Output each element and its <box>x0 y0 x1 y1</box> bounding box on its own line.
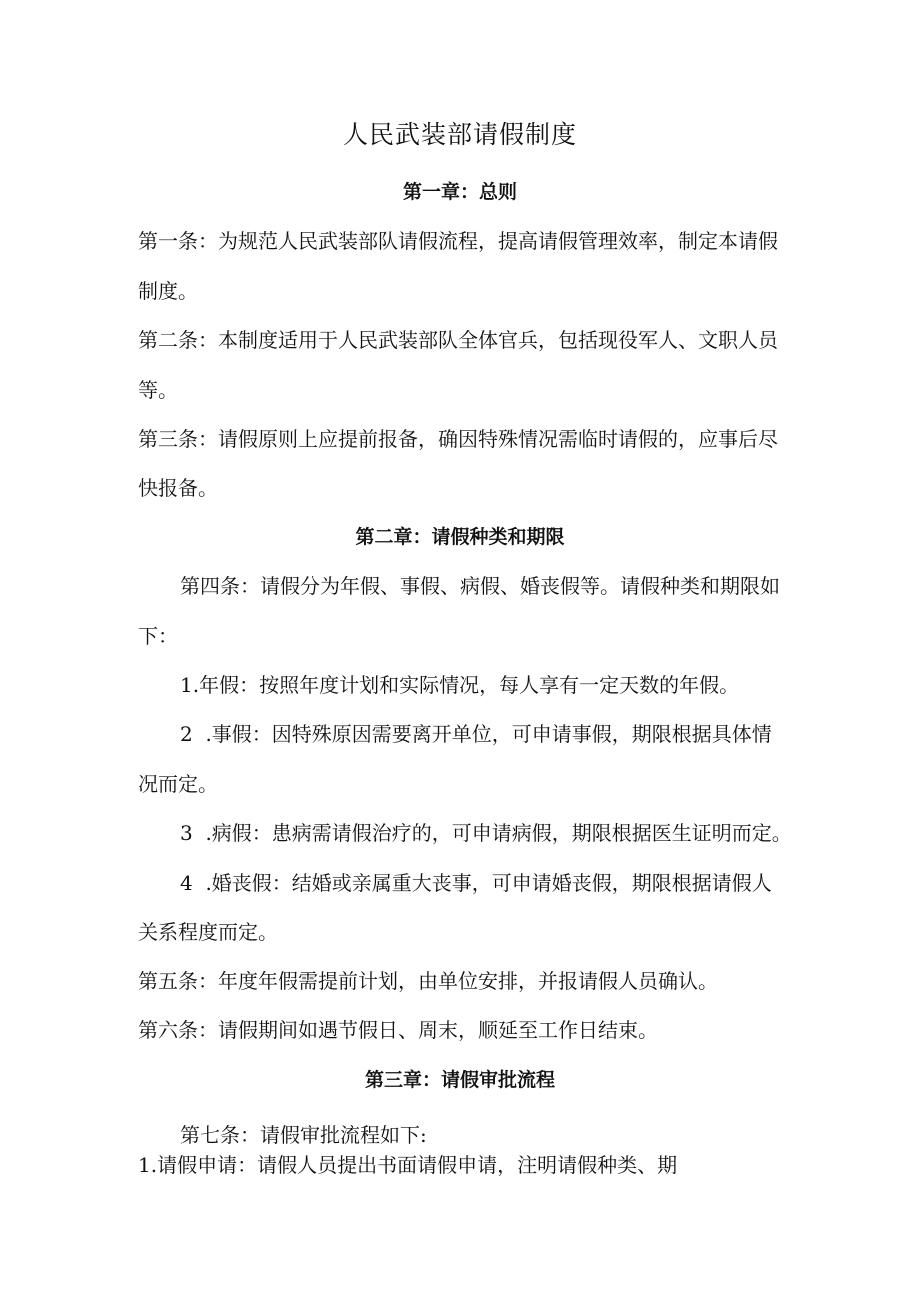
chapter-heading: 第二章：请假种类和期限 <box>355 526 565 548</box>
chapter-heading: 第一章：总则 <box>402 181 517 203</box>
list-item-line: 1.请假申请：请假人员提出书面请假申请，注明请假种类、期 <box>138 1153 678 1177</box>
paragraph-line: 第七条：请假审批流程如下: <box>180 1123 427 1147</box>
list-item-line: 1.年假：按照年度计划和实际情况，每人享有一定天数的年假。 <box>180 673 740 697</box>
paragraph-line: 第三条：请假原则上应提前报备，确因特殊情况需临时请假的，应事后尽 <box>138 427 778 451</box>
paragraph-line: 关系程度而定。 <box>138 920 278 944</box>
paragraph-line: 第四条：请假分为年假、事假、病假、婚丧假等。请假种类和期限如 <box>180 574 780 598</box>
list-item-line: 3 .病假：患病需请假治疗的，可申请病假，期限根据医生证明而定。 <box>180 821 792 845</box>
paragraph-line: 第六条：请假期间如遇节假日、周末，顺延至工作日结束。 <box>138 1018 658 1042</box>
list-item-line: 4 .婚丧假：结婚或亲属重大丧事，可申请婚丧假，期限根据请假人 <box>180 871 772 895</box>
paragraph-line: 第一条：为规范人民武装部队请假流程，提高请假管理效率，制定本请假 <box>138 229 778 253</box>
paragraph-line: 况而定。 <box>138 772 218 796</box>
paragraph-line: 下： <box>138 624 178 648</box>
paragraph-line: 制度。 <box>138 279 198 303</box>
paragraph-line: 等。 <box>138 378 178 402</box>
paragraph-line: 第五条：年度年假需提前计划，由单位安排，并报请假人员确认。 <box>138 969 718 993</box>
document-title: 人民武装部请假制度 <box>342 120 577 149</box>
list-item-line: 2 .事假：因特殊原因需要离开单位，可申请事假，期限根据具体情 <box>180 722 772 746</box>
chapter-heading: 第三章：请假审批流程 <box>364 1069 555 1091</box>
paragraph-line: 第二条：本制度适用于人民武装部队全体官兵，包括现役军人、文职人员 <box>138 328 778 352</box>
paragraph-line: 快报备。 <box>138 476 218 500</box>
